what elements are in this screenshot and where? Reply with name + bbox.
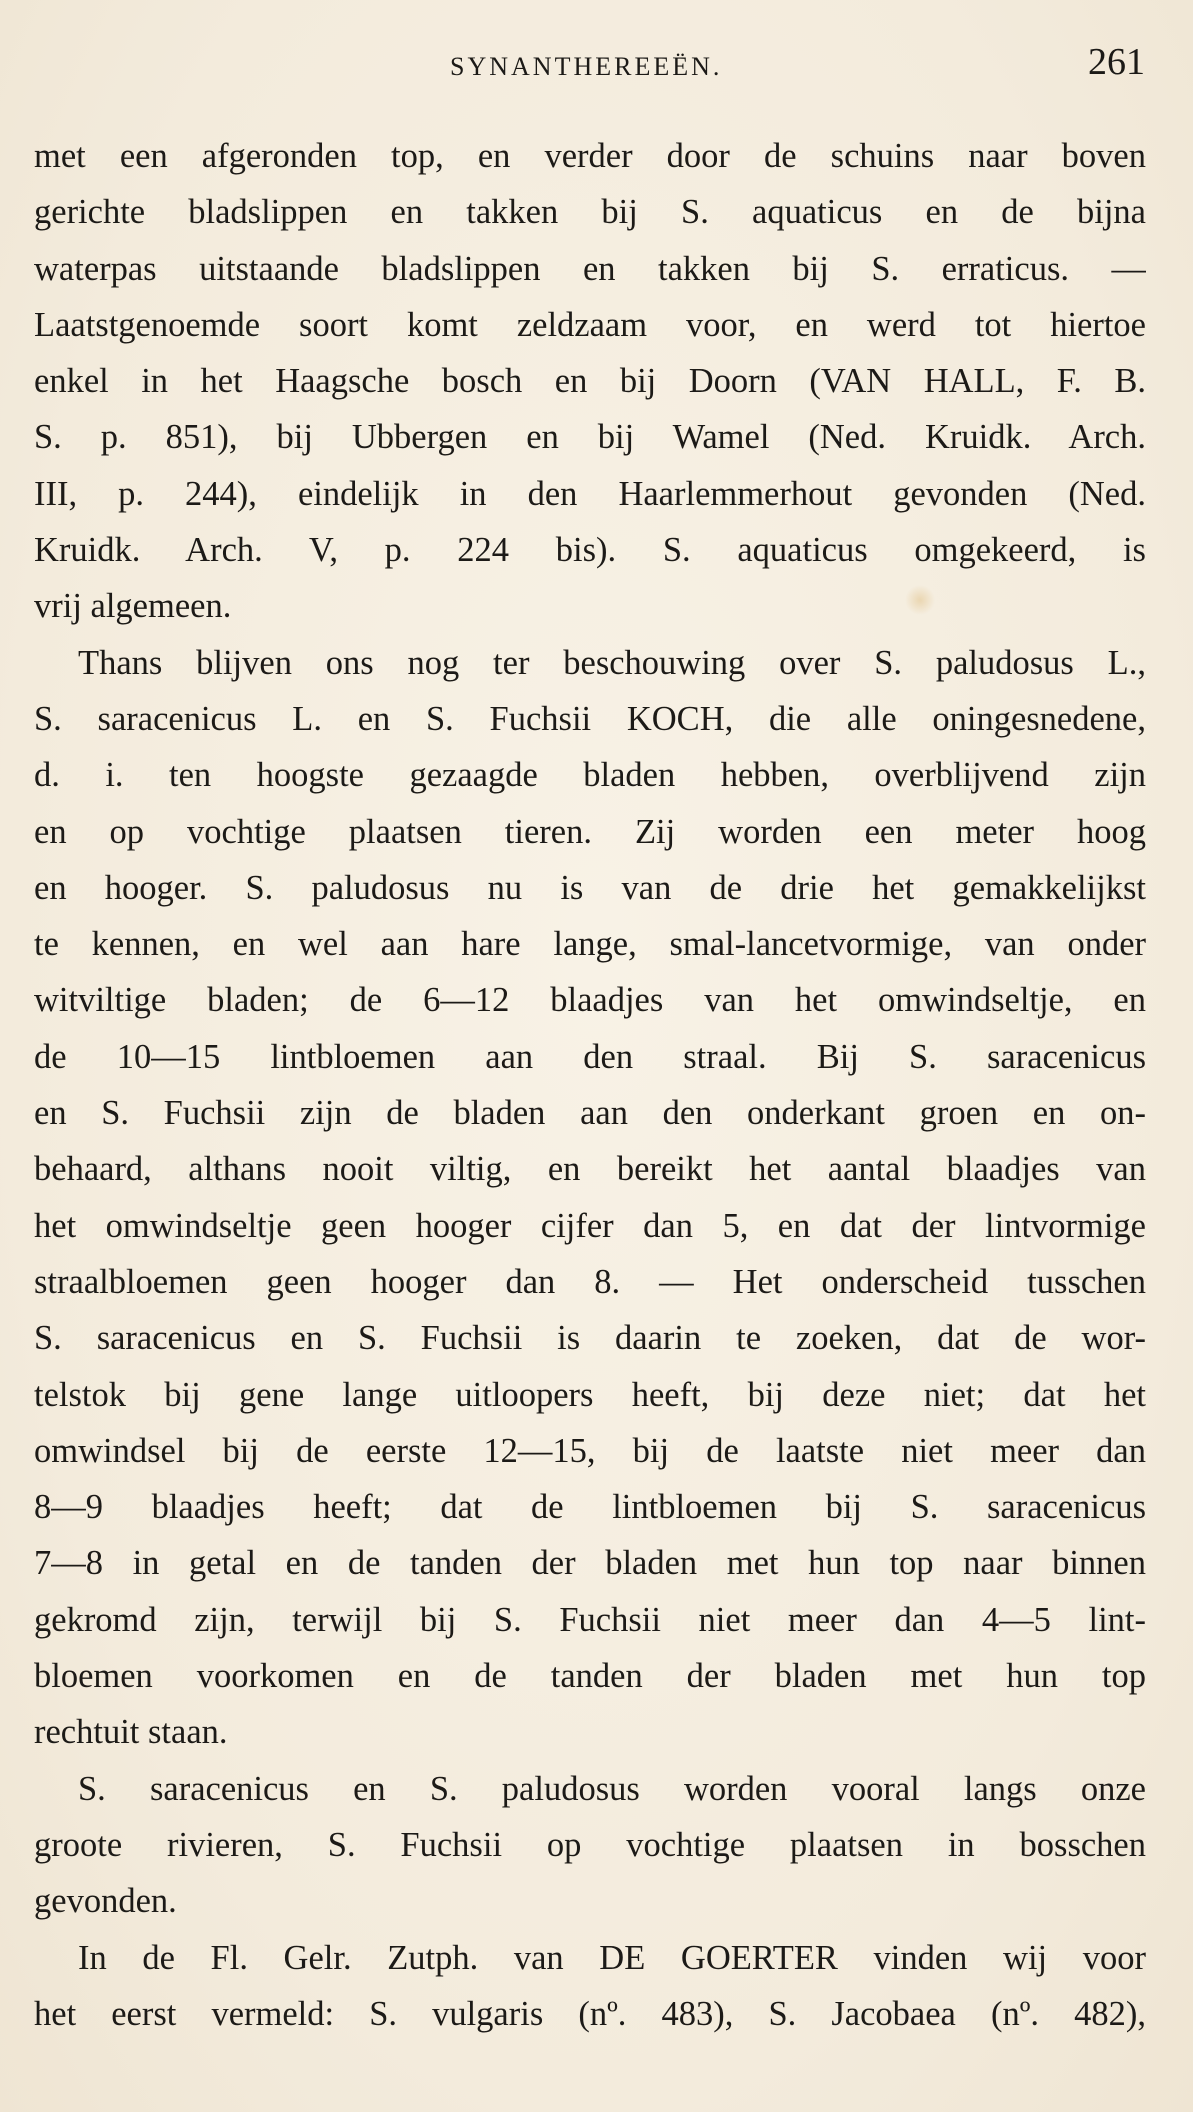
text-line: witviltige bladen; de 6—12 blaadjes van het omwindseltje, en	[34, 981, 1146, 1020]
text-line: en hooger. S. paludosus nu is van de drie het gemakkelijkst	[34, 868, 1146, 907]
text-line: het eerst vermeld: S. vulgaris (nº. 483), S. Jacobaea (nº. 482),	[34, 1994, 1146, 2033]
text-line: en op vochtige plaatsen tieren. Zij worden een meter hoog	[34, 812, 1146, 851]
text-line: omwindsel bij de eerste 12—15, bij de laatste niet meer dan	[34, 1431, 1146, 1470]
text-line: Laatstgenoemde soort komt zeldzaam voor, en werd tot hiertoe	[34, 305, 1146, 344]
text-line: het omwindseltje geen hooger cijfer dan 5, en dat der lintvormige	[34, 1206, 1146, 1245]
page-body	[34, 128, 1146, 2042]
text-line: waterpas uitstaande bladslippen en takken bij S. erraticus. —	[34, 249, 1146, 288]
text-line: gevonden.	[34, 1882, 177, 1921]
text-line: 7—8 in getal en de tanden der bladen met hun top naar binnen	[34, 1544, 1146, 1583]
text-line: S. p. 851), bij Ubbergen en bij Wamel (Ned. Kruidk. Arch.	[34, 418, 1146, 457]
text-line: S. saracenicus en S. Fuchsii is daarin te zoeken, dat de wor-	[34, 1319, 1146, 1358]
text-line: met een afgeronden top, en verder door de schuins naar boven	[34, 137, 1146, 175]
text-line: rechtuit staan.	[34, 1713, 228, 1752]
text-line: In de Fl. Gelr. Zutph. van DE GOERTER vinden wij voor	[78, 1938, 1146, 1977]
text-line: S. saracenicus L. en S. Fuchsii KOCH, die alle oningesnedene,	[34, 699, 1146, 738]
running-head	[0, 40, 1193, 90]
text-line: straalbloemen geen hooger dan 8. — Het onderscheid tusschen	[34, 1262, 1146, 1301]
text-line: Thans blijven ons nog ter beschouwing over S. paludosus L.,	[78, 643, 1146, 682]
text-line: te kennen, en wel aan hare lange, smal-lancetvormige, van onder	[34, 925, 1146, 964]
text-line: telstok bij gene lange uitloopers heeft, bij deze niet; dat het	[34, 1375, 1146, 1414]
text-line: de 10—15 lintbloemen aan den straal. Bij S. saracenicus	[34, 1037, 1146, 1076]
page-number: 261	[1088, 41, 1145, 83]
text-line: behaard, althans nooit viltig, en bereikt het aantal blaadjes van	[34, 1150, 1146, 1189]
text-line: enkel in het Haagsche bosch en bij Doorn (VAN HALL, F. B.	[34, 362, 1146, 401]
text-line: Kruidk. Arch. V, p. 224 bis). S. aquaticus omgekeerd, is	[34, 531, 1146, 570]
text-line: en S. Fuchsii zijn de bladen aan den onderkant groen en on-	[34, 1094, 1146, 1133]
text-line: d. i. ten hoogste gezaagde bladen hebben, overblijvend zijn	[34, 756, 1146, 795]
text-line: S. saracenicus en S. paludosus worden vooral langs onze	[78, 1769, 1146, 1808]
text-line: vrij algemeen.	[34, 587, 232, 626]
text-line: gekromd zijn, terwijl bij S. Fuchsii niet meer dan 4—5 lint-	[34, 1600, 1146, 1639]
text-line: bloemen voorkomen en de tanden der bladen met hun top	[34, 1657, 1146, 1696]
text-line: 8—9 blaadjes heeft; dat de lintbloemen bij S. saracenicus	[34, 1488, 1146, 1527]
running-title: SYNANTHEREEËN.	[450, 52, 723, 81]
text-line: III, p. 244), eindelijk in den Haarlemmerhout gevonden (Ned.	[34, 474, 1146, 513]
text-line: gerichte bladslippen en takken bij S. aquaticus en de bijna	[34, 193, 1146, 232]
text-line: groote rivieren, S. Fuchsii op vochtige plaatsen in bosschen	[34, 1825, 1146, 1864]
